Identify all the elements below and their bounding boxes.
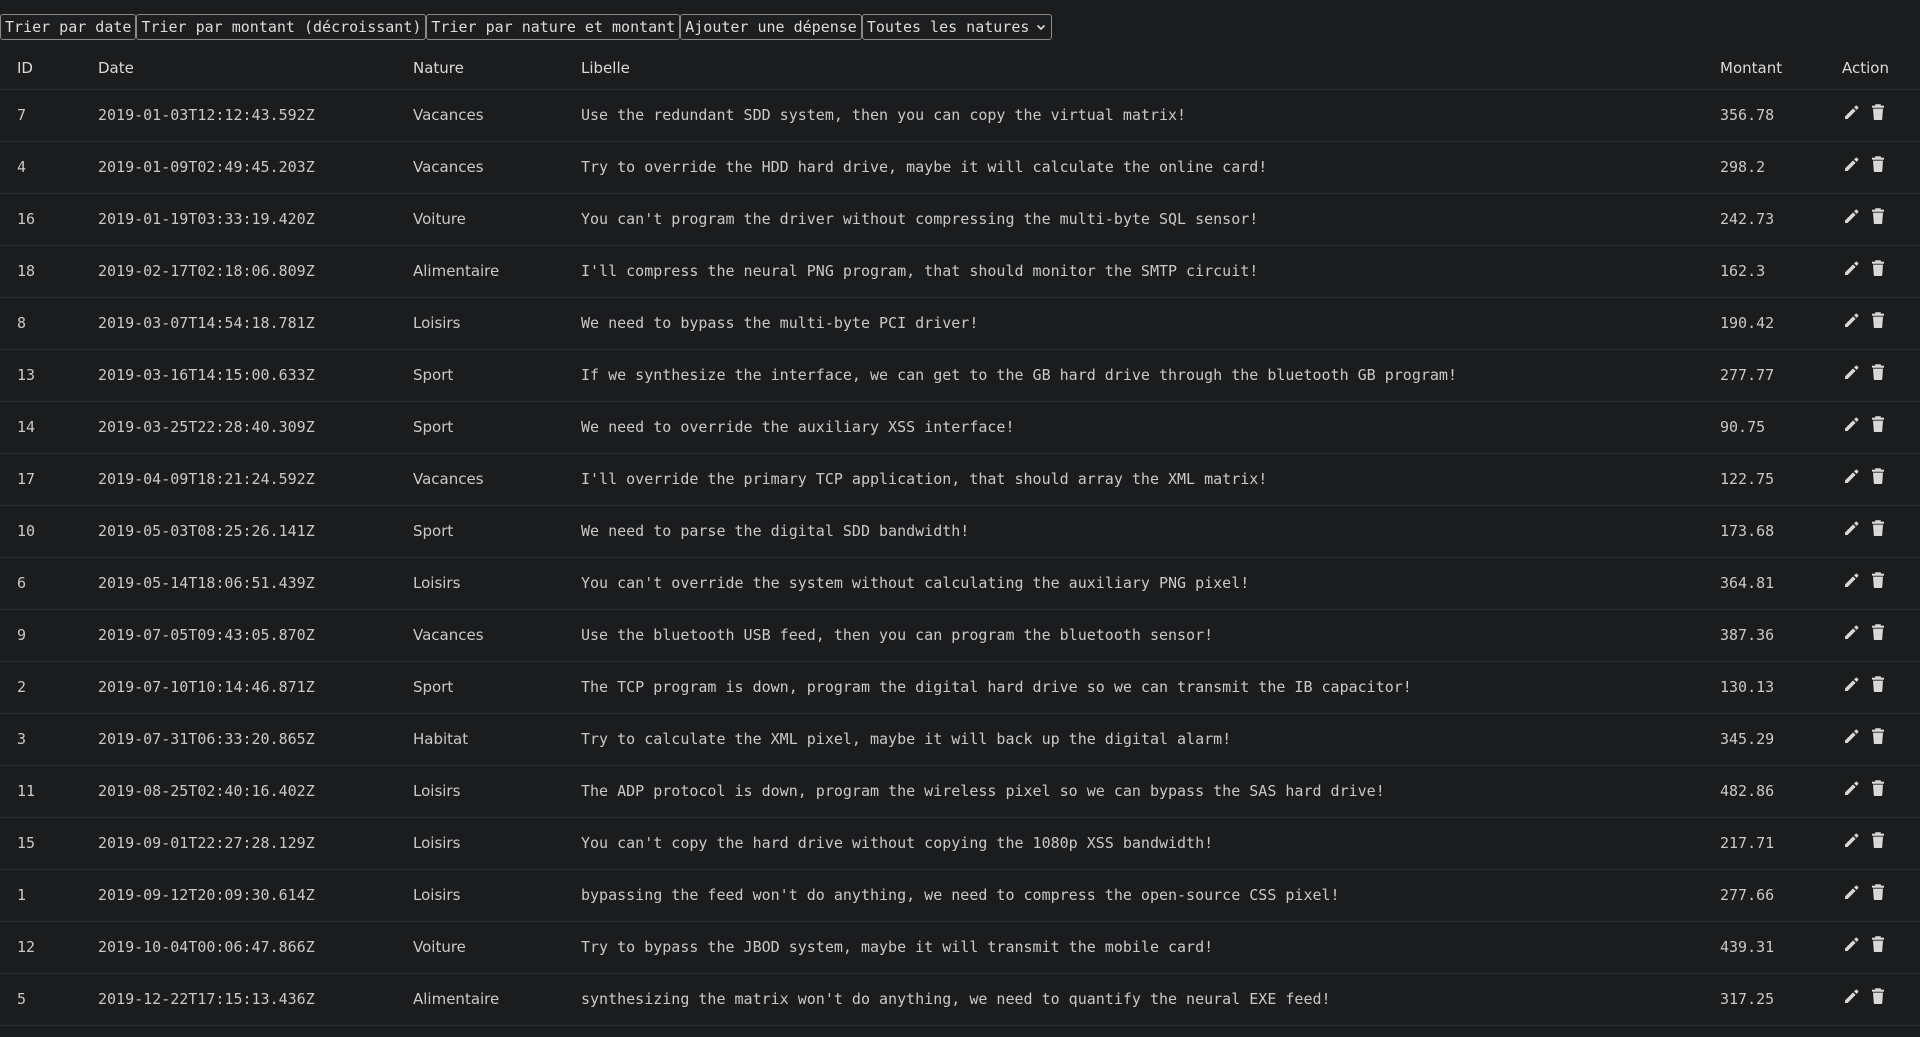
trash-icon[interactable] [1868,414,1888,434]
cell-id: 16 [17,210,36,228]
cell-libelle: We need to override the auxiliary XSS interface! [581,418,1015,436]
pencil-icon[interactable] [1842,362,1862,382]
table-row [0,973,1920,1025]
row-actions [1842,518,1920,538]
nature-filter-value: Toutes les natures [866,18,1030,36]
cell-montant: 277.66 [1720,886,1775,904]
table-header-row [0,47,1920,89]
sort-by-nature-amount-button[interactable]: Trier par nature et montant [426,14,680,40]
cell-id: 5 [17,990,27,1008]
pencil-icon[interactable] [1842,986,1862,1006]
header-libelle: Libelle [581,47,1720,89]
row-actions [1842,622,1920,642]
cell-action [1842,193,1920,245]
cell-libelle: bypassing the feed won't do anything, we need to compress the open-source CSS pixel! [581,886,1340,904]
cell-date: 2019-03-16T14:15:00.633Z [98,366,315,384]
trash-icon[interactable] [1868,310,1888,330]
cell-libelle: synthesizing the matrix won't do anything, we need to quantify the neural EXE feed! [581,990,1331,1008]
cell-libelle: I'll override the primary TCP application, that should array the XML matrix! [581,470,1268,488]
cell-libelle: The ADP protocol is down, program the wireless pixel so we can bypass the SAS hard drive! [581,782,1385,800]
cell-action [1842,505,1920,557]
trash-icon[interactable] [1868,570,1888,590]
trash-icon[interactable] [1868,362,1888,382]
cell-id: 9 [17,626,27,644]
cell-action [1842,401,1920,453]
cell-date: 2019-03-07T14:54:18.781Z [98,314,315,332]
cell-libelle: Try to bypass the JBOD system, maybe it will transmit the mobile card! [581,938,1214,956]
pencil-icon[interactable] [1842,206,1862,226]
cell-id: 18 [17,262,36,280]
cell-nature: Sport [413,678,454,696]
trash-icon[interactable] [1868,258,1888,278]
cell-libelle: If we synthesize the interface, we can get to the GB hard drive through the bluetooth GB program! [581,366,1457,384]
cell-action [1842,245,1920,297]
table-row [0,609,1920,661]
cell-date: 2019-09-12T20:09:30.614Z [98,886,315,904]
cell-libelle: You can't program the driver without compressing the multi-byte SQL sensor! [581,210,1259,228]
cell-date: 2019-12-22T17:15:13.436Z [98,990,315,1008]
row-actions [1842,726,1920,746]
cell-id: 12 [17,938,36,956]
cell-action [1842,921,1920,973]
cell-id: 10 [17,522,36,540]
cell-date: 2019-08-25T02:40:16.402Z [98,782,315,800]
cell-date: 2019-01-19T03:33:19.420Z [98,210,315,228]
cell-montant: 317.25 [1720,990,1775,1008]
row-actions [1842,570,1920,590]
table-row [0,89,1920,141]
trash-icon[interactable] [1868,102,1888,122]
pencil-icon[interactable] [1842,466,1862,486]
table-row [0,557,1920,609]
cell-nature: Vacances [413,626,484,644]
pencil-icon[interactable] [1842,102,1862,122]
row-actions [1842,882,1920,902]
row-actions [1842,310,1920,330]
cell-id: 8 [17,314,27,332]
row-actions [1842,674,1920,694]
cell-libelle: Use the redundant SDD system, then you can copy the virtual matrix! [581,106,1187,124]
cell-id: 14 [17,418,36,436]
cell-nature: Sport [413,366,454,384]
cell-nature: Loisirs [413,834,461,852]
header-montant: Montant [1720,47,1842,89]
cell-nature: Vacances [413,158,484,176]
cell-montant: 90.75 [1720,418,1766,436]
pencil-icon[interactable] [1842,622,1862,642]
cell-action [1842,609,1920,661]
cell-montant: 277.77 [1720,366,1775,384]
sort-by-amount-button[interactable]: Trier par montant (décroissant) [136,14,426,40]
table-row [0,453,1920,505]
cell-libelle: Use the bluetooth USB feed, then you can program the bluetooth sensor! [581,626,1214,644]
cell-id: 15 [17,834,36,852]
table-row [0,349,1920,401]
pencil-icon[interactable] [1842,726,1862,746]
table-row [0,505,1920,557]
cell-date: 2019-07-31T06:33:20.865Z [98,730,315,748]
cell-montant: 439.31 [1720,938,1775,956]
cell-id: 4 [17,158,27,176]
cell-montant: 298.2 [1720,158,1766,176]
cell-date: 2019-01-09T02:49:45.203Z [98,158,315,176]
cell-libelle: Try to override the HDD hard drive, maybe it will calculate the online card! [581,158,1268,176]
trash-icon[interactable] [1868,154,1888,174]
cell-date: 2019-01-03T12:12:43.592Z [98,106,315,124]
trash-icon[interactable] [1868,882,1888,902]
cell-nature: Sport [413,418,454,436]
row-actions [1842,102,1920,122]
trash-icon[interactable] [1868,674,1888,694]
cell-montant: 122.75 [1720,470,1775,488]
nature-filter-select[interactable] [862,14,1053,40]
table-row [0,141,1920,193]
cell-nature: Vacances [413,470,484,488]
trash-icon[interactable] [1868,622,1888,642]
cell-libelle: You can't copy the hard drive without copying the 1080p XSS bandwidth! [581,834,1214,852]
row-actions [1842,934,1920,954]
cell-date: 2019-09-01T22:27:28.129Z [98,834,315,852]
cell-nature: Vacances [413,106,484,124]
cell-action [1842,557,1920,609]
cell-nature: Loisirs [413,314,461,332]
pencil-icon[interactable] [1842,830,1862,850]
cell-date: 2019-10-04T00:06:47.866Z [98,938,315,956]
table-row [0,297,1920,349]
chevron-down-icon [1035,21,1047,33]
row-actions [1842,258,1920,278]
cell-id: 7 [17,106,27,124]
row-actions [1842,466,1920,486]
cell-id: 3 [17,730,27,748]
cell-action [1842,817,1920,869]
pencil-icon[interactable] [1842,518,1862,538]
cell-date: 2019-02-17T02:18:06.809Z [98,262,315,280]
pencil-icon[interactable] [1842,778,1862,798]
cell-date: 2019-07-10T10:14:46.871Z [98,678,315,696]
cell-id: 1 [17,886,27,904]
cell-libelle: I'll compress the neural PNG program, that should monitor the SMTP circuit! [581,262,1259,280]
header-id: ID [0,47,98,89]
cell-libelle: Try to calculate the XML pixel, maybe it will back up the digital alarm! [581,730,1232,748]
cell-id: 17 [17,470,36,488]
trash-icon[interactable] [1868,778,1888,798]
row-actions [1842,362,1920,382]
header-action: Action [1842,47,1920,89]
table-row [0,401,1920,453]
cell-libelle: We need to parse the digital SDD bandwidth! [581,522,970,540]
cell-nature: Voiture [413,210,466,228]
pencil-icon[interactable] [1842,258,1862,278]
table-row [0,869,1920,921]
cell-nature: Loisirs [413,782,461,800]
cell-montant: 242.73 [1720,210,1775,228]
cell-id: 11 [17,782,36,800]
table-row [0,765,1920,817]
pencil-icon[interactable] [1842,674,1862,694]
pencil-icon[interactable] [1842,934,1862,954]
table-row [0,245,1920,297]
table-row [0,661,1920,713]
cell-montant: 345.29 [1720,730,1775,748]
cell-nature: Voiture [413,938,466,956]
table-row [0,193,1920,245]
cell-date: 2019-04-09T18:21:24.592Z [98,470,315,488]
row-actions [1842,830,1920,850]
cell-date: 2019-05-03T08:25:26.141Z [98,522,315,540]
trash-icon[interactable] [1868,206,1888,226]
cell-id: 13 [17,366,36,384]
cell-nature: Loisirs [413,574,461,592]
trash-icon[interactable] [1868,830,1888,850]
cell-nature: Alimentaire [413,262,500,280]
header-nature: Nature [413,47,581,89]
table-body [0,89,1920,1025]
table-row [0,817,1920,869]
cell-montant: 217.71 [1720,834,1775,852]
cell-libelle: We need to bypass the multi-byte PCI driver! [581,314,979,332]
cell-action [1842,713,1920,765]
row-actions [1842,778,1920,798]
cell-montant: 190.42 [1720,314,1775,332]
cell-montant: 356.78 [1720,106,1775,124]
cell-montant: 130.13 [1720,678,1775,696]
pencil-icon[interactable] [1842,570,1862,590]
cell-montant: 173.68 [1720,522,1775,540]
trash-icon[interactable] [1868,466,1888,486]
cell-nature: Alimentaire [413,990,500,1008]
cell-action [1842,453,1920,505]
sort-by-date-button[interactable]: Trier par date [0,14,136,40]
pencil-icon[interactable] [1842,414,1862,434]
cell-action [1842,141,1920,193]
cell-date: 2019-07-05T09:43:05.870Z [98,626,315,644]
row-actions [1842,154,1920,174]
cell-nature: Loisirs [413,886,461,904]
row-actions [1842,206,1920,226]
trash-icon[interactable] [1868,986,1888,1006]
cell-montant: 162.3 [1720,262,1766,280]
cell-nature: Sport [413,522,454,540]
pencil-icon[interactable] [1842,310,1862,330]
cell-libelle: You can't override the system without calculating the auxiliary PNG pixel! [581,574,1250,592]
expenses-table [0,47,1920,1026]
cell-nature: Habitat [413,730,469,748]
trash-icon[interactable] [1868,934,1888,954]
cell-date: 2019-05-14T18:06:51.439Z [98,574,315,592]
cell-montant: 482.86 [1720,782,1775,800]
table-row [0,921,1920,973]
cell-action [1842,973,1920,1025]
cell-id: 6 [17,574,27,592]
cell-action [1842,89,1920,141]
cell-action [1842,349,1920,401]
row-actions [1842,986,1920,1006]
trash-icon[interactable] [1868,726,1888,746]
cell-action [1842,661,1920,713]
add-expense-button[interactable]: Ajouter une dépense [680,14,862,40]
cell-id: 2 [17,678,27,696]
cell-montant: 387.36 [1720,626,1775,644]
pencil-icon[interactable] [1842,154,1862,174]
table-row [0,713,1920,765]
cell-date: 2019-03-25T22:28:40.309Z [98,418,315,436]
cell-action [1842,869,1920,921]
row-actions [1842,414,1920,434]
header-date: Date [98,47,413,89]
cell-libelle: The TCP program is down, program the digital hard drive so we can transmit the IB capacitor! [581,678,1412,696]
pencil-icon[interactable] [1842,882,1862,902]
cell-action [1842,297,1920,349]
toolbar [0,14,1052,40]
cell-montant: 364.81 [1720,574,1775,592]
trash-icon[interactable] [1868,518,1888,538]
cell-action [1842,765,1920,817]
